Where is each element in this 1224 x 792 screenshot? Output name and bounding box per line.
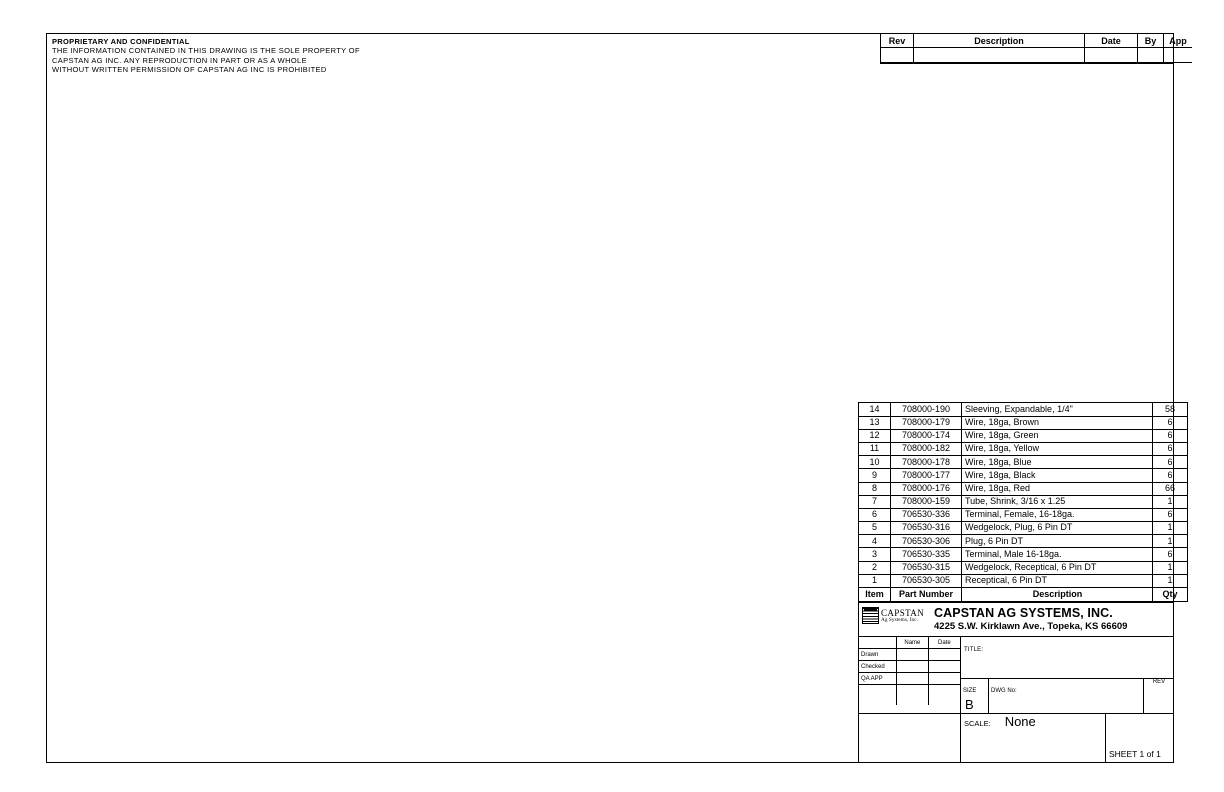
logo-text <box>881 607 924 624</box>
bom-table <box>858 402 1188 602</box>
table-row <box>859 649 960 661</box>
table-row <box>859 661 960 673</box>
approvals-table <box>859 637 960 705</box>
proprietary-notice-line-2: CAPSTAN AG INC. ANY REPRODUCTION IN PART OR AS A WHOLE <box>52 55 307 65</box>
bom-cell-item: 1 <box>859 574 891 587</box>
bom-header-description: Description <box>962 588 1153 602</box>
approvals-spacer-cell-3 <box>928 685 960 706</box>
table-row <box>859 508 1188 521</box>
scale-field <box>961 714 1106 762</box>
bom-cell-qty: 58 <box>1153 403 1188 416</box>
company-header <box>859 603 1174 637</box>
table-row <box>859 561 1188 574</box>
bom-cell-description: Wire, 18ga, Green <box>962 429 1153 442</box>
table-row <box>859 429 1188 442</box>
scale-label: SCALE: <box>964 719 991 728</box>
table-row <box>859 482 1188 495</box>
bill-of-materials <box>858 402 1178 602</box>
approvals-corner-cell <box>859 637 897 649</box>
size-field <box>961 679 989 713</box>
rev-label: REV <box>1152 679 1166 685</box>
bom-cell-qty: 6 <box>1153 456 1188 469</box>
bom-cell-item: 9 <box>859 469 891 482</box>
bom-cell-qty: 1 <box>1153 495 1188 508</box>
bom-cell-item: 11 <box>859 442 891 455</box>
table-row <box>881 48 1192 63</box>
bom-cell-description: Tube, Shrink, 3/16 x 1.25 <box>962 495 1153 508</box>
bom-cell-item: 5 <box>859 522 891 535</box>
approvals-value-drawn-date <box>928 649 960 661</box>
approvals-value-checked-date <box>928 661 960 673</box>
proprietary-notice-line-1: THE INFORMATION CONTAINED IN THIS DRAWING IS THE SOLE PROPERTY OF <box>52 46 360 56</box>
bom-cell-qty: 6 <box>1153 416 1188 429</box>
revision-header-date: Date <box>1085 34 1138 48</box>
bom-cell-part-number: 708000-177 <box>891 469 962 482</box>
revision-header-row <box>881 34 1192 48</box>
proprietary-notice <box>52 37 472 75</box>
bom-cell-description: Wedgelock, Plug, 6 Pin DT <box>962 522 1153 535</box>
approvals-value-drawn-name <box>897 649 929 661</box>
bom-cell-item: 10 <box>859 456 891 469</box>
drawing-title-label: TITLE: <box>964 647 984 653</box>
bom-header-row <box>859 588 1188 602</box>
approvals-value-qa-date <box>928 673 960 685</box>
table-row <box>859 403 1188 416</box>
bom-cell-qty: 6 <box>1153 508 1188 521</box>
size-dwgno-rev-row <box>961 679 1174 713</box>
approvals-header-row <box>859 637 960 649</box>
approvals-value-qa-name <box>897 673 929 685</box>
bom-cell-qty: 66 <box>1153 482 1188 495</box>
title-block-middle <box>859 637 1174 713</box>
revision-cell-app <box>1164 48 1193 63</box>
bom-cell-description: Wedgelock, Receptical, 6 Pin DT <box>962 561 1153 574</box>
logo-row <box>862 607 932 624</box>
bom-cell-qty: 1 <box>1153 535 1188 548</box>
bom-cell-item: 7 <box>859 495 891 508</box>
bom-cell-qty: 1 <box>1153 574 1188 587</box>
bom-cell-item: 13 <box>859 416 891 429</box>
bom-cell-item: 6 <box>859 508 891 521</box>
bom-cell-description: Receptical, 6 Pin DT <box>962 574 1153 587</box>
bom-cell-part-number: 708000-176 <box>891 482 962 495</box>
company-logo <box>859 605 932 635</box>
proprietary-notice-line-3: WITHOUT WRITTEN PERMISSION OF CAPSTAN AG INC IS PROHIBITED <box>52 65 327 75</box>
bom-cell-item: 4 <box>859 535 891 548</box>
bom-cell-part-number: 708000-174 <box>891 429 962 442</box>
approvals-spacer-cell-2 <box>897 685 929 706</box>
revision-table <box>881 34 1192 63</box>
revision-cell-description <box>914 48 1085 63</box>
table-row <box>859 442 1188 455</box>
bom-header-qty: Qty <box>1153 588 1188 602</box>
bom-cell-part-number: 706530-316 <box>891 522 962 535</box>
approvals-label-qa-app: QA APP <box>859 673 897 685</box>
bom-cell-part-number: 708000-179 <box>891 416 962 429</box>
bom-cell-item: 2 <box>859 561 891 574</box>
bom-cell-part-number: 708000-182 <box>891 442 962 455</box>
bom-cell-part-number: 706530-335 <box>891 548 962 561</box>
bom-cell-item: 14 <box>859 403 891 416</box>
table-row <box>859 416 1188 429</box>
approvals-spacer-cell-1 <box>859 685 897 706</box>
dwg-no-label: DWG No: <box>991 688 1017 694</box>
logo-subtitle: Ag Systems, Inc. <box>881 617 919 623</box>
drawing-title-field <box>961 637 1174 679</box>
bom-cell-part-number: 706530-315 <box>891 561 962 574</box>
bom-cell-description: Wire, 18ga, Blue <box>962 456 1153 469</box>
dwg-no-field <box>989 679 1144 713</box>
revision-cell-date <box>1085 48 1138 63</box>
revision-header-by: By <box>1138 34 1164 48</box>
bom-cell-qty: 6 <box>1153 442 1188 455</box>
bom-cell-qty: 6 <box>1153 429 1188 442</box>
bom-cell-part-number: 708000-190 <box>891 403 962 416</box>
scale-value: None <box>1004 714 1036 729</box>
table-row <box>859 522 1188 535</box>
revision-cell-rev <box>881 48 914 63</box>
title-block <box>858 602 1174 762</box>
table-row <box>859 548 1188 561</box>
title-block-lower-left-blank <box>859 713 961 762</box>
logo-name: CAPSTAN <box>881 607 925 618</box>
table-row <box>859 574 1188 587</box>
bom-cell-description: Terminal, Male 16-18ga. <box>962 548 1153 561</box>
table-row <box>859 469 1188 482</box>
bom-header-part-number: Part Number <box>891 588 962 602</box>
capstan-logo-icon <box>862 607 879 624</box>
revision-header-rev: Rev <box>881 34 914 48</box>
size-label: SIZE <box>963 688 977 694</box>
bom-cell-qty: 1 <box>1153 561 1188 574</box>
approvals-block <box>859 637 961 713</box>
size-value: B <box>965 697 974 712</box>
bom-cell-description: Terminal, Female, 16-18ga. <box>962 508 1153 521</box>
bom-table-body <box>859 403 1188 602</box>
bom-cell-part-number: 708000-178 <box>891 456 962 469</box>
bom-cell-description: Wire, 18ga, Black <box>962 469 1153 482</box>
approvals-header-name: Name <box>897 637 929 649</box>
company-address: 4225 S.W. Kirklawn Ave., Topeka, KS 66609 <box>934 620 1128 632</box>
revision-block <box>880 34 1187 64</box>
bom-cell-description: Plug, 6 Pin DT <box>962 535 1153 548</box>
bom-header-item: Item <box>859 588 891 602</box>
bom-cell-part-number: 708000-159 <box>891 495 962 508</box>
bom-cell-item: 8 <box>859 482 891 495</box>
sheet-value: SHEET 1 of 1 <box>1109 749 1161 759</box>
approvals-spacer-row <box>859 685 960 706</box>
bom-cell-part-number: 706530-336 <box>891 508 962 521</box>
approvals-label-checked: Checked <box>859 661 897 673</box>
sheet-field <box>1106 714 1174 762</box>
bom-cell-qty: 6 <box>1153 548 1188 561</box>
rev-field <box>1144 679 1174 713</box>
bom-cell-description: Sleeving, Expandable, 1/4" <box>962 403 1153 416</box>
revision-cell-by <box>1138 48 1164 63</box>
proprietary-notice-title: PROPRIETARY AND CONFIDENTIAL <box>52 37 190 46</box>
table-row <box>859 456 1188 469</box>
bom-cell-part-number: 706530-305 <box>891 574 962 587</box>
bom-cell-item: 3 <box>859 548 891 561</box>
scale-sheet-row <box>961 713 1174 762</box>
table-row <box>859 535 1188 548</box>
revision-header-description: Description <box>914 34 1085 48</box>
drawing-sheet-border <box>46 33 1187 763</box>
approvals-label-drawn: Drawn <box>859 649 897 661</box>
revision-header-app: App <box>1164 34 1193 48</box>
bom-cell-description: Wire, 18ga, Red <box>962 482 1153 495</box>
bom-cell-description: Wire, 18ga, Yellow <box>962 442 1153 455</box>
bom-cell-item: 12 <box>859 429 891 442</box>
company-name: CAPSTAN AG SYSTEMS, INC. <box>934 605 1113 620</box>
approvals-value-checked-name <box>897 661 929 673</box>
bom-cell-description: Wire, 18ga, Brown <box>962 416 1153 429</box>
bom-cell-qty: 6 <box>1153 469 1188 482</box>
bom-cell-qty: 1 <box>1153 522 1188 535</box>
company-info <box>932 607 1127 632</box>
table-row <box>859 673 960 685</box>
approvals-header-date: Date <box>928 637 960 649</box>
bom-cell-part-number: 706530-306 <box>891 535 962 548</box>
table-row <box>859 495 1188 508</box>
